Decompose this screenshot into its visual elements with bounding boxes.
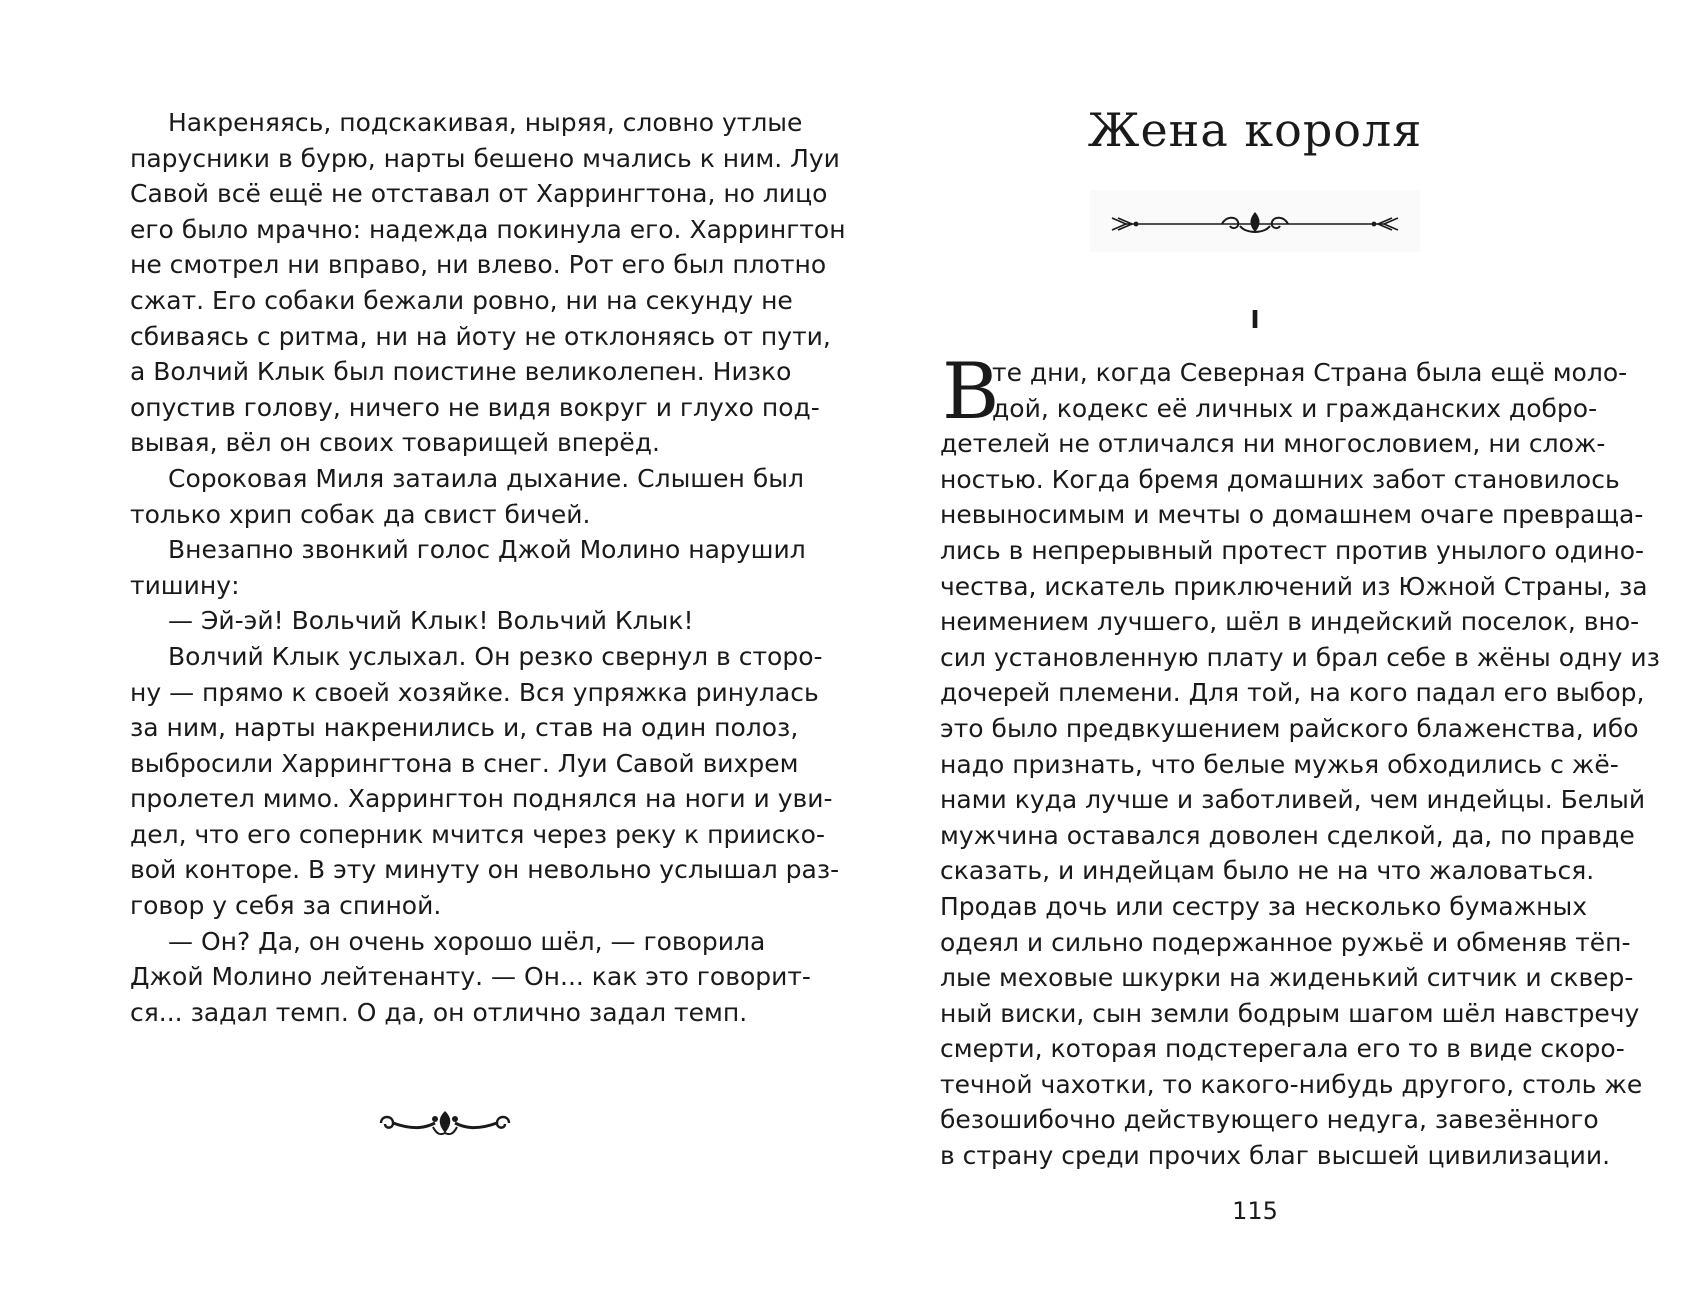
text-line: Сороковая Миля затаила дыхание. Слышен был bbox=[168, 463, 804, 493]
text-line: чества, искатель приключений из Южной Страны, за bbox=[940, 571, 1648, 601]
text-line: а Волчий Клык был поистине великолепен. Низко bbox=[130, 357, 792, 387]
text-line: — Эй-эй! Вольчий Клык! Вольчий Клык! bbox=[168, 606, 694, 636]
text-line: в страну среди прочих благ высшей цивилизации. bbox=[940, 1141, 1611, 1171]
text-line: невыносимым и мечты о домашнем очаге превраща- bbox=[940, 500, 1644, 530]
text-line: дел, что его соперник мчится через реку к прииско- bbox=[130, 819, 825, 849]
text-line: ный виски, сын земли бодрым шагом шёл навстречу bbox=[940, 998, 1640, 1028]
text-line: мужчина оставался доволен сделкой, да, по правде bbox=[940, 820, 1635, 850]
text-line: выбросили Харрингтона в снег. Луи Савой вихрем bbox=[130, 748, 799, 778]
text-line: сил установленную плату и брал себе в жёны одну из bbox=[940, 642, 1660, 672]
text-line: ностью. Когда бремя домашних забот становилось bbox=[940, 464, 1620, 494]
right-page-text bbox=[940, 347, 1660, 1174]
text-line: лись в непрерывный протест против унылого одино- bbox=[940, 535, 1645, 565]
text-line: тишину: bbox=[130, 570, 240, 600]
text-line: за ним, нарты накренились и, став на один полоз, bbox=[130, 713, 799, 743]
text-line: Джой Молино лейтенанту. — Он... как это говорит- bbox=[130, 962, 811, 992]
text-line: нами куда лучше и заботливей, чем индейцы. Белый bbox=[940, 785, 1646, 815]
text-line: дой, кодекс её личных и гражданских добро- bbox=[992, 393, 1598, 423]
text-line: пролетел мимо. Харрингтон поднялся на ноги и уви- bbox=[130, 784, 833, 814]
chapter-title: Жена короля bbox=[1087, 103, 1423, 157]
text-line: сжат. Его собаки бежали ровно, ни на секунду не bbox=[130, 285, 793, 315]
divider-ornament-icon bbox=[1110, 208, 1400, 240]
text-line: Накреняясь, подскакивая, ныряя, словно утлые bbox=[168, 108, 803, 137]
text-line: дочерей племени. Для той, на кого падал его выбор, bbox=[940, 678, 1645, 708]
text-line: ся... задал темп. О да, он отлично задал темп. bbox=[130, 997, 748, 1027]
text-line: ну — прямо к своей хозяйке. Вся упряжка ринулась bbox=[130, 677, 819, 707]
page-number: 115 bbox=[1232, 1197, 1278, 1225]
text-line: Волчий Клык услыхал. Он резко свернул в сторо- bbox=[168, 641, 823, 671]
text-line: неимением лучшего, шёл в индейский поселок, вно- bbox=[940, 607, 1640, 637]
text-line: это было предвкушением райского блаженства, ибо bbox=[940, 713, 1639, 743]
text-line: безошибочно действующего недуга, завезённого bbox=[940, 1105, 1599, 1135]
text-line: Внезапно звонкий голос Джой Молино нарушил bbox=[168, 535, 806, 565]
text-line: детелей не отличался ни многословием, ни слож- bbox=[940, 429, 1606, 459]
text-line: опустив голову, ничего не видя вокруг и глухо под- bbox=[130, 392, 820, 422]
text-line: течной чахотки, то какого-нибудь другого, столь же bbox=[940, 1069, 1643, 1099]
text-line: его было мрачно: надежда покинула его. Харрингтон bbox=[130, 214, 846, 244]
text-line: те дни, когда Северная Страна была ещё моло- bbox=[992, 358, 1628, 387]
text-line: — Он? Да, он очень хорошо шёл, — говорила bbox=[168, 926, 766, 956]
end-ornament-icon bbox=[375, 1105, 515, 1141]
text-line: вывая, вёл он своих товарищей вперёд. bbox=[130, 428, 660, 458]
drop-cap: В bbox=[942, 347, 1000, 437]
text-line: одеял и сильно подержанное ружьё и обменяв тёп- bbox=[940, 927, 1631, 957]
text-line: сказать, и индейцам было не на что жаловаться. bbox=[940, 856, 1595, 886]
text-line: Продав дочь или сестру за несколько бумажных bbox=[940, 891, 1588, 921]
text-line: парусники в бурю, нарты бешено мчались к ним. Луи bbox=[130, 143, 840, 173]
section-number: I bbox=[1250, 305, 1260, 334]
text-line: говор у себя за спиной. bbox=[130, 891, 442, 921]
left-page-text bbox=[130, 105, 846, 1030]
text-line: сбиваясь с ритма, ни на йоту не отклоняясь от пути, bbox=[130, 321, 831, 351]
text-line: Савой всё ещё не отставал от Харрингтона, но лицо bbox=[130, 179, 828, 209]
text-line: только хрип собак да свист бичей. bbox=[130, 499, 591, 529]
text-line: смерти, которая подстерегала его то в виде скоро- bbox=[940, 1034, 1625, 1064]
text-line: лые меховые шкурки на жиденький ситчик и сквер- bbox=[940, 963, 1634, 993]
text-line: надо признать, что белые мужья обходились с жё- bbox=[940, 749, 1619, 779]
text-line: вой конторе. В эту минуту он невольно услышал раз- bbox=[130, 855, 840, 885]
text-line: не смотрел ни вправо, ни влево. Рот его был плотно bbox=[130, 250, 827, 280]
